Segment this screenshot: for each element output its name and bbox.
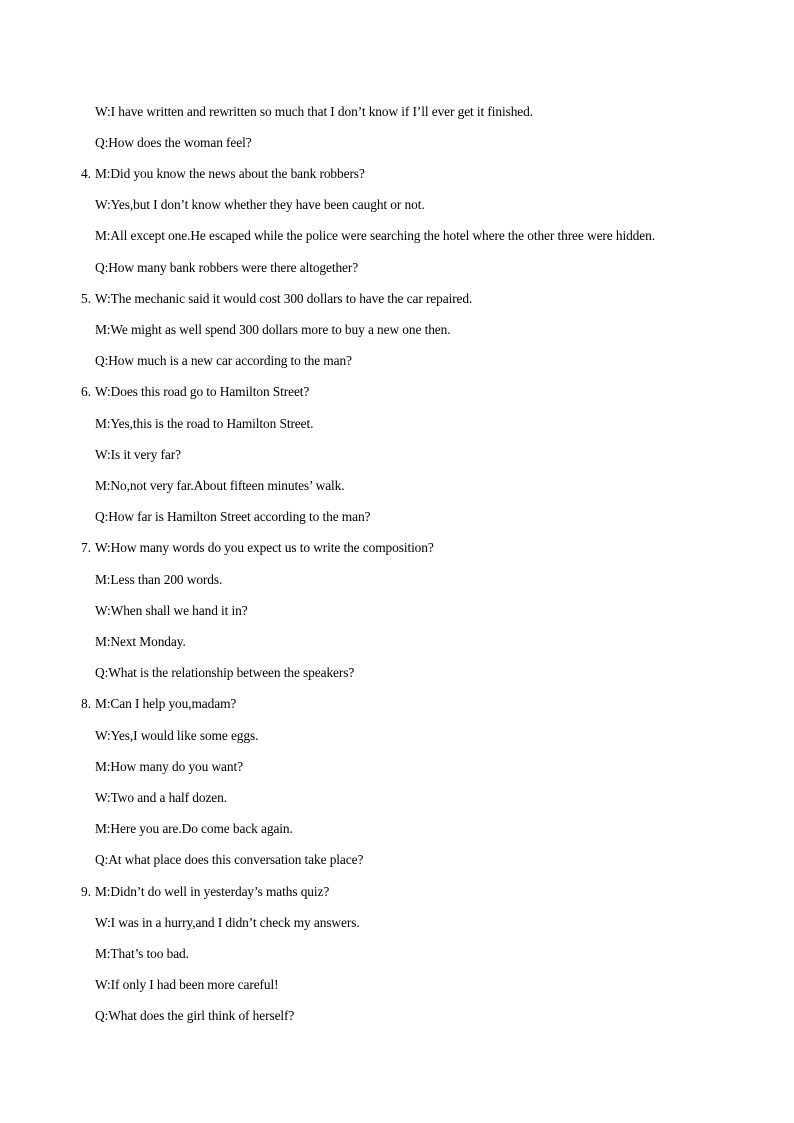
dialogue-line: W:Yes,I would like some eggs. [95,728,259,743]
item-number: 5. [81,291,92,306]
dialogue-line: W:The mechanic said it would cost 300 dollars to have the car repaired. [95,291,473,306]
question-line: Q:How many bank robbers were there altogether? [95,260,359,275]
dialogue-line: M:Yes,this is the road to Hamilton Street. [95,416,314,431]
dialogue-line: M:Less than 200 words. [95,572,223,587]
dialogue-line: M:Next Monday. [95,634,186,649]
dialogue-line: M:Here you are.Do come back again. [95,821,293,836]
dialogue-line: W:Does this road go to Hamilton Street? [95,384,310,399]
dialogue-line: M:Didn’t do well in yesterday’s maths quiz? [95,884,330,899]
dialogue-line: W:Two and a half dozen. [95,790,227,805]
dialogue-line: W:If only I had been more careful! [95,977,279,992]
question-line: Q:How does the woman feel? [95,135,252,150]
question-line: Q:How far is Hamilton Street according to the man? [95,509,371,524]
item-number: 8. [81,696,92,711]
item-number: 6. [81,384,92,399]
dialogue-line: M:We might as well spend 300 dollars more to buy a new one then. [95,322,451,337]
dialogue-line: M:Did you know the news about the bank robbers? [95,166,365,181]
dialogue-line: W:I have written and rewritten so much that I don’t know if I’ll ever get it finished. [95,104,533,119]
question-line: Q:At what place does this conversation take place? [95,852,364,867]
dialogue-line: M:That’s too bad. [95,946,189,961]
dialogue-line: W:I was in a hurry,and I didn’t check my answers. [95,915,360,930]
dialogue-line: M:All except one.He escaped while the police were searching the hotel where the other three were hidden. [95,228,655,243]
question-line: Q:What is the relationship between the speakers? [95,665,355,680]
item-number: 4. [81,166,92,181]
item-number: 9. [81,884,92,899]
dialogue-line: M:Can I help you,madam? [95,696,237,711]
dialogue-line: M:No,not very far.About fifteen minutes’ walk. [95,478,345,493]
dialogue-line: W:Is it very far? [95,447,181,462]
item-number: 7. [81,540,92,555]
question-line: Q:What does the girl think of herself? [95,1008,295,1023]
dialogue-line: W:When shall we hand it in? [95,603,248,618]
dialogue-line: W:Yes,but I don’t know whether they have been caught or not. [95,197,425,212]
dialogue-line: M:How many do you want? [95,759,243,774]
dialogue-line: W:How many words do you expect us to write the composition? [95,540,434,555]
question-line: Q:How much is a new car according to the man? [95,353,352,368]
